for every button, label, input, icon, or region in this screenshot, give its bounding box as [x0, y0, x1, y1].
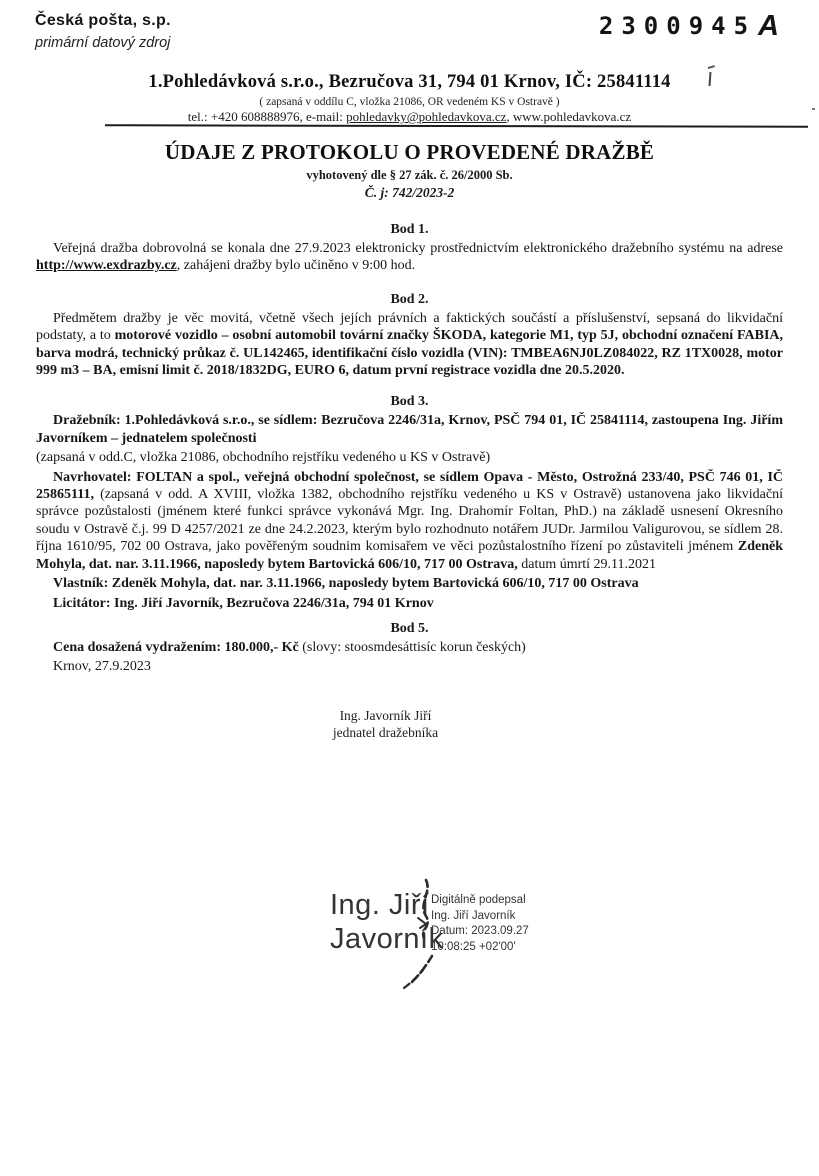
- section-heading-bod2: Bod 2.: [390, 291, 429, 307]
- bod1-paragraph: Veřejná dražba dobrovolná se konala dne 27.9.2023 elektronicky prostřednictvím elektronického dražebního systému na adrese http://www.exdrazby.cz, zahájeni dražby bylo učiněno v 9:00 hod.: [36, 241, 783, 274]
- signer-block: [12, 707, 759, 742]
- section-heading-bod5: Bod 5.: [390, 620, 429, 636]
- stamp-letter: A: [758, 10, 779, 42]
- section-heading-bod1: Bod 1.: [390, 222, 429, 237]
- company-name-line: 1.Pohledávková s.r.o., Bezručova 31, 794 01 Krnov, IČ: 25841114: [148, 72, 671, 92]
- bod5-paragraph: Cena dosažená vydražením: 180.000,- Kč (slovy: stoosmdesáttisíc korun českých): [53, 639, 526, 655]
- sender-block: [35, 12, 171, 51]
- digital-signature-detail-line: Datum: 2023.09.27: [431, 925, 529, 937]
- place-and-date: Krnov, 27.9.2023: [53, 659, 151, 675]
- document-body: [36, 140, 783, 742]
- bod2-paragraph: Předmětem dražby je věc movitá, včetně všech jejích právních a faktických součástí a příslušenství, sepsaná do likvidační podstaty, a to motorové vozidlo – osobní automobil tovární značky ŠKODA, kategorie M1, typ 5J, obchodní označení FABIA, barva modrá, technický průkaz č. UL142465, identifikační číslo vozidla (VIN): TMBEA6NJ0LZ084022, RZ 1TX0028, motor 999 m3 – BA, emisní limit č. 2018/1832DG, EURO 6, datum první registrace vozidla dne 20.5.2020.: [36, 310, 784, 379]
- bod3-drazebnik-note: (zapsaná v odd.C, vložka 21086, obchodního rejstříku vedeného u KS v Ostravě): [36, 450, 491, 466]
- sender-name: Česká pošta, s.p.: [35, 12, 171, 29]
- document-subtitle: vyhotovený dle § 27 zák. č. 26/2000 Sb.: [306, 168, 513, 182]
- sender-subtitle: primární datový zdroj: [35, 35, 171, 51]
- letterhead: [0, 72, 819, 125]
- digital-signature-block: [330, 888, 529, 956]
- digital-signature-detail-line: Ing. Jiří Javorník: [431, 909, 516, 922]
- stamp-number-block: [599, 12, 779, 43]
- company-registration-line: ( zapsaná v oddílu C, vložka 21086, OR vedeném KS v Ostravě ): [259, 96, 560, 108]
- bod3-drazebnik-paragraph: Dražebník: 1.Pohledávková s.r.o., se sídlem: Bezručova 2246/31a, Krnov, PSČ 794 01, IČ 25841114, zastoupena Ing. Jiřím Javorníkem – jednatelem společnosti: [36, 413, 783, 446]
- digital-signature-name-line1: Ing. Jiří: [330, 889, 430, 921]
- signer-name: Ing. Javorník Jiří: [339, 707, 432, 723]
- digital-signature-name-line2: Javorník: [330, 923, 444, 955]
- case-number: Č. j: 742/2023-2: [364, 185, 455, 200]
- digital-signature-detail-line: Digitálně podepsal: [431, 894, 526, 906]
- document-title: ÚDAJE Z PROTOKOLU O PROVEDENÉ DRAŽBĚ: [164, 140, 655, 164]
- bod3-licitator-paragraph: Licitátor: Ing. Jiří Javorník, Bezručova 2246/31a, 794 01 Krnov: [53, 595, 434, 611]
- section-heading-bod3: Bod 3.: [390, 394, 429, 410]
- stamp-number: 2300945: [598, 12, 757, 40]
- scan-artifact: [812, 108, 815, 110]
- digital-signature-detail-line: 10:08:25 +02'00': [431, 940, 516, 953]
- letterhead-divider: [105, 124, 808, 127]
- digital-signature-details: [431, 893, 551, 955]
- bod3-navrhovatel-paragraph: Navrhovatel: FOLTAN a spol., veřejná obchodní společnost, se sídlem Opava - Město, Ostrožná 233/40, PSČ 746 01, IČ 25865111, (zapsaná v odd. A XVIII, vložka 1382, obchodního rejstříku vedeného u KS v Ostravě) ustanovena jako likvidační správce pozůstalosti (jménem které funkci správce vykonává Mgr. Ing. Drahomír Foltan, PhD.) na základě usnesení Okresního soudu v Ostravě č.j. 99 D 4257/2021 ze dne 24.2.2023, kterým bylo rozhodnuto notářem JUDr. Jarmilou Valigurovou, se sídlem 28. října 1610/95, 702 00 Ostrava, jako pověřeným soudnim komisařem ve věci pozůstalostního řízení po zůstaviteli jménem Zdeněk Mohyla, dat. nar. 3.11.1966, naposledy bytem Bartovická 606/10, 717 00 Ostrava, datum úmrtí 29.11.2021: [36, 469, 783, 572]
- company-contact-line: tel.: +420 608888976, e-mail: pohledavky@pohledavkova.cz, www.pohledavkova.cz: [187, 109, 632, 124]
- bod3-vlastnik-paragraph: Vlastník: Zdeněk Mohyla, dat. nar. 3.11.1966, naposledy bytem Bartovická 606/10, 717 00 Ostrava: [53, 576, 639, 592]
- signer-role: jednatel dražebníka: [332, 725, 439, 741]
